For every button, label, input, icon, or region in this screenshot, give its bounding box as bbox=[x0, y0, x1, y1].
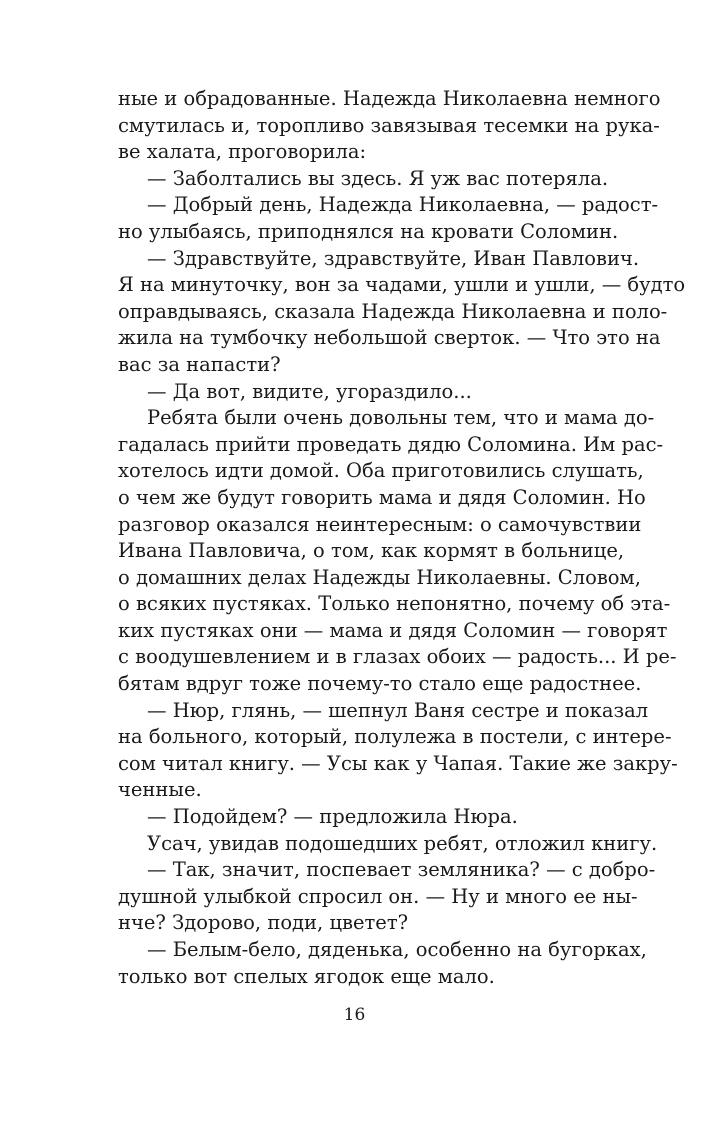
text-line: ве халата, проговорила: bbox=[118, 140, 367, 164]
text-line: оправдываясь, сказала Надежда Николаевна и поло- bbox=[118, 299, 668, 323]
text-line: — Подойдем? — предложила Нюра. bbox=[147, 805, 518, 829]
text-line: Ребята были очень довольны тем, что и мама до- bbox=[147, 406, 655, 430]
text-line: ких пустяках они — мама и дядя Соломин — говорят bbox=[118, 618, 668, 642]
text-line: на больного, который, полулежа в постели, с интере- bbox=[118, 725, 672, 749]
text-line: смутилась и, торопливо завязывая тесемки на рука- bbox=[118, 113, 660, 137]
text-line: о домашних делах Надежды Николаевны. Словом, bbox=[118, 565, 641, 589]
text-line: Усач, увидав подошедших ребят, отложил книгу. bbox=[147, 831, 658, 855]
text-line: о всяких пустяках. Только непонятно, почему об эта- bbox=[118, 592, 671, 616]
text-line: — Нюр, глянь, — шепнул Ваня сестре и показал bbox=[147, 698, 649, 722]
text-line: — Здравствуйте, здравствуйте, Иван Павлович. bbox=[147, 246, 640, 270]
text-line: душной улыбкой спросил он. — Ну и много ее ны- bbox=[118, 884, 638, 908]
text-line: разговор оказался неинтересным: о самочувствии bbox=[118, 512, 642, 536]
text-line: но улыбаясь, приподнялся на кровати Соломин. bbox=[118, 219, 619, 243]
text-line: сом читал книгу. — Усы как у Чапая. Такие же закру- bbox=[118, 751, 678, 775]
text-line: вас за напасти? bbox=[118, 352, 281, 376]
text-line: — Заболтались вы здесь. Я уж вас потеряла. bbox=[147, 166, 609, 190]
text-line: жила на тумбочку небольшой сверток. — Что это на bbox=[118, 326, 661, 350]
text-line: нче? Здорово, поди, цветет? bbox=[118, 911, 409, 935]
text-line: только вот спелых ягодок еще мало. bbox=[118, 964, 495, 988]
text-line: о чем же будут говорить мама и дядя Соломин. Но bbox=[118, 485, 646, 509]
text-line: бятам вдруг тоже почему-то стало еще радостнее. bbox=[118, 672, 642, 696]
text-line: Я на минуточку, вон за чадами, ушли и ушли, — будто bbox=[118, 273, 686, 297]
body-text bbox=[118, 86, 686, 990]
page-number: 16 bbox=[343, 1005, 366, 1025]
text-line: ные и обрадованные. Надежда Николаевна немного bbox=[118, 87, 661, 110]
text-line: — Добрый день, Надежда Николаевна, — радост- bbox=[147, 193, 659, 217]
text-line: с воодушевлением и в глазах обоих — радость... И ре- bbox=[118, 645, 677, 669]
text-line: гадалась прийти проведать дядю Соломина. Им рас- bbox=[118, 432, 664, 456]
text-line: ченные. bbox=[118, 778, 202, 802]
text-line: — Да вот, видите, угораздило... bbox=[147, 379, 472, 403]
text-line: Ивана Павловича, о том, как кормят в больнице, bbox=[118, 539, 625, 563]
text-line: — Так, значит, поспевает земляника? — с добро- bbox=[147, 858, 656, 882]
text-line: хотелось идти домой. Оба приготовились слушать, bbox=[118, 459, 644, 483]
text-line: — Белым-бело, дяденька, особенно на бугорках, bbox=[147, 938, 647, 961]
